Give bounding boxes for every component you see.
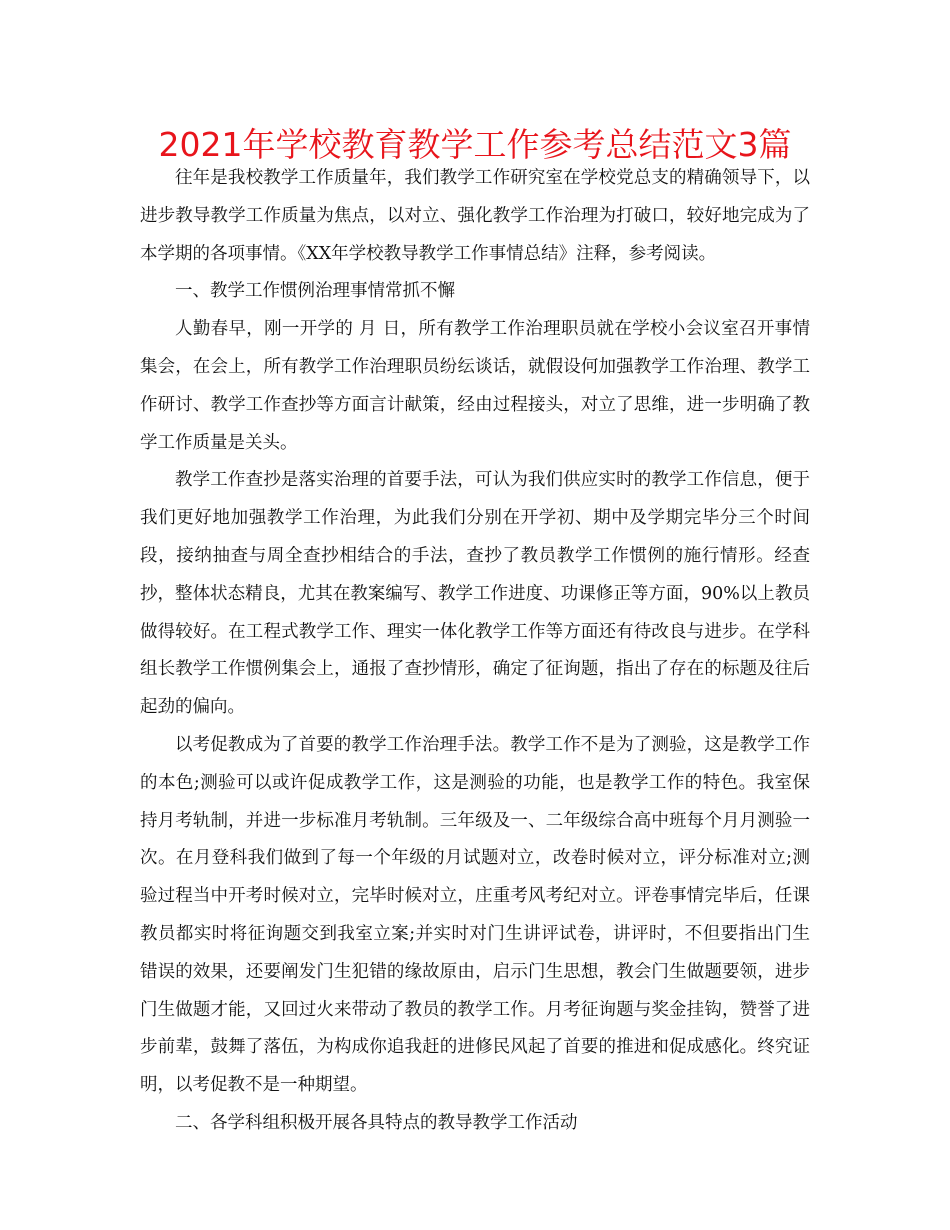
section-heading-2: 二、各学科组积极开展各具特点的教导教学工作活动	[175, 1112, 578, 1133]
paragraph-intro: 往年是我校教学工作质量年，我们教学工作研究室在学校党总支的精确领导下，以进步教导教学工作质量为焦点，以对立、强化教学工作治理为打破口，较好地完成为了本学期的各项事情。《XX年学校教导教学工作事情总结》注释，参考阅读。	[140, 168, 810, 264]
paragraph-exams: 以考促教成为了首要的教学工作治理手法。教学工作不是为了测验，这是教学工作的本色;测验可以或许促成教学工作，这是测验的功能，也是教学工作的特色。我室保持月考轨制，并进一步标准月考轨制。三年级及一、二年级综合高中班每个月月测验一次。在月登科我们做到了每一个年级的月试题对立，改卷时候对立，评分标准对立;测验过程当中开考时候对立，完毕时候对立，庄重考风考纪对立。评卷事情完毕后，任课教员都实时将征询题交到我室立案;并实时对门生讲评试卷，讲评时，不但要指出门生错误的效果，还要阐发门生犯错的缘故原由，启示门生思想，教会门生做题要领，进步门生做题才能，又回过火来带动了教员的教学工作。月考征询题与奖金挂钩，赞誉了进步前辈，鼓舞了落伍，为构成你追我赶的进修民风起了首要的推进和促成感化。终究证明，以考促教不是一种期望。	[140, 734, 810, 1096]
document-title: 2021年学校教育教学工作参考总结范文3篇	[158, 125, 792, 164]
section-heading-1: 一、教学工作惯例治理事情常抓不懈	[175, 281, 455, 302]
document-body	[140, 160, 810, 1143]
paragraph-meeting: 人勤春早，刚一开学的 月 日，所有教学工作治理职员就在学校小会议室召开事情集会，在会上，所有教学工作治理职员纷纭谈话，就假设何加强教学工作治理、教学工作研讨、教学工作查抄等方面言计献策，经由过程接头，对立了思维，进一步明确了教学工作质量是关头。	[140, 319, 810, 453]
paragraph-inspection: 教学工作查抄是落实治理的首要手法，可认为我们供应实时的教学工作信息，便于我们更好地加强教学工作治理，为此我们分别在开学初、期中及学期完毕分三个时间段，接纳抽查与周全查抄相结合的手法，查抄了教员教学工作惯例的施行情形。经查抄，整体状态精良，尤其在教案编写、教学工作进度、功课修正等方面，90%以上教员做得较好。在工程式教学工作、理实一体化教学工作等方面还有待改良与进步。在学科组长教学工作惯例集会上，通报了查抄情形，确定了征询题，指出了存在的标题及往后起劲的偏向。	[140, 470, 810, 718]
